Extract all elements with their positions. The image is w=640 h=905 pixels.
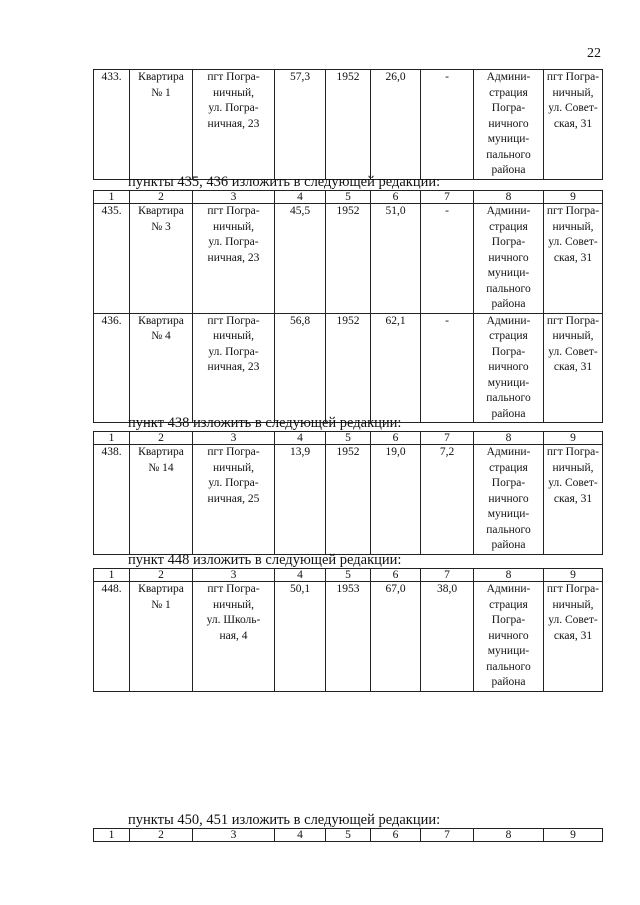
- column-number: 1: [94, 829, 130, 842]
- column-number: 1: [94, 191, 130, 204]
- section-intro-435-436: пункты 435, 436 изложить в следующей редакции:: [128, 174, 441, 190]
- cell-year: 1952: [326, 70, 371, 180]
- cell-extra: -: [421, 204, 474, 314]
- cell-area: 13,9: [275, 445, 326, 555]
- cell-holder-address: пгт Погра- ничный, ул. Совет- ская, 31: [546, 446, 600, 505]
- table-448: [93, 568, 603, 692]
- table-435-436: [93, 190, 603, 423]
- cell-area: 56,8: [275, 313, 326, 423]
- page-number: 22: [587, 46, 601, 61]
- cell-object: Квартира № 1: [138, 71, 184, 99]
- column-number: 4: [275, 829, 326, 842]
- column-number: 3: [193, 191, 275, 204]
- cell-holder-address: пгт Погра- ничный, ул. Совет- ская, 31: [546, 71, 600, 130]
- cell-extra: 7,2: [421, 445, 474, 555]
- column-number: 3: [193, 569, 275, 582]
- cell-extra: 38,0: [421, 582, 474, 692]
- column-number: 9: [544, 829, 603, 842]
- column-number: 8: [474, 569, 544, 582]
- column-number: 7: [421, 569, 474, 582]
- section-intro-448: пункт 448 изложить в следующей редакции:: [128, 552, 402, 568]
- cell-object: Квартира № 1: [138, 583, 184, 611]
- column-number: 9: [544, 432, 603, 445]
- table-row-433-continuation: [93, 69, 603, 180]
- cell-extra: -: [421, 313, 474, 423]
- column-number: 3: [193, 829, 275, 842]
- cell-area: 57,3: [275, 70, 326, 180]
- cell-address: пгт Погра- ничный, ул. Погра- ничная, 25: [207, 446, 260, 505]
- cell-object: Квартира № 3: [138, 205, 184, 233]
- cell-holder: Админи- страция Погра- ничного муници- пального района: [486, 583, 531, 688]
- cell-object: Квартира № 4: [138, 314, 184, 342]
- column-number: 8: [474, 191, 544, 204]
- column-number: 1: [94, 569, 130, 582]
- cell-number: 448.: [94, 582, 130, 692]
- column-number: 2: [130, 432, 193, 445]
- cell-address: пгт Погра- ничный, ул. Погра- ничная, 23: [207, 205, 260, 264]
- column-number: 6: [371, 191, 421, 204]
- cell-cost: 62,1: [371, 313, 421, 423]
- column-number: 7: [421, 432, 474, 445]
- cell-holder-address: пгт Погра- ничный, ул. Совет- ская, 31: [546, 583, 600, 642]
- cell-cost: 67,0: [371, 582, 421, 692]
- cell-holder-address: пгт Погра- ничный, ул. Совет- ская, 31: [546, 314, 600, 373]
- column-number-row: [94, 432, 603, 445]
- column-number: 6: [371, 829, 421, 842]
- cell-area: 45,5: [275, 204, 326, 314]
- table-row: [94, 313, 603, 423]
- table-450-451: [93, 828, 603, 842]
- cell-number: 433.: [94, 70, 130, 180]
- column-number: 7: [421, 829, 474, 842]
- column-number: 1: [94, 432, 130, 445]
- table-row: [94, 204, 603, 314]
- cell-number: 435.: [94, 204, 130, 314]
- cell-holder: Админи- страция Погра- ничного муници- пального района: [486, 71, 531, 176]
- column-number: 4: [275, 569, 326, 582]
- column-number: 9: [544, 569, 603, 582]
- column-number: 5: [326, 569, 371, 582]
- cell-holder: Админи- страция Погра- ничного муници- пального района: [486, 446, 531, 551]
- table-row: [94, 582, 603, 692]
- column-number: 5: [326, 432, 371, 445]
- column-number: 8: [474, 432, 544, 445]
- column-number: 2: [130, 569, 193, 582]
- cell-cost: 51,0: [371, 204, 421, 314]
- cell-cost: 26,0: [371, 70, 421, 180]
- column-number: 6: [371, 432, 421, 445]
- section-intro-450-451: пункты 450, 451 изложить в следующей редакции:: [128, 812, 441, 828]
- column-number: 8: [474, 829, 544, 842]
- column-number: 6: [371, 569, 421, 582]
- column-number: 4: [275, 191, 326, 204]
- cell-holder: Админи- страция Погра- ничного муници- пального района: [486, 314, 531, 420]
- table-438: [93, 431, 603, 555]
- cell-extra: -: [421, 70, 474, 180]
- column-number-row: [94, 191, 603, 204]
- cell-year: 1952: [326, 204, 371, 314]
- cell-number: 438.: [94, 445, 130, 555]
- column-number: 2: [130, 191, 193, 204]
- column-number: 4: [275, 432, 326, 445]
- cell-year: 1952: [326, 313, 371, 423]
- cell-address: пгт Погра- ничный, ул. Школь- ная, 4: [206, 583, 261, 642]
- cell-holder-address: пгт Погра- ничный, ул. Совет- ская, 31: [546, 205, 600, 264]
- cell-holder: Админи- страция Погра- ничного муници- пального района: [486, 205, 531, 310]
- cell-cost: 19,0: [371, 445, 421, 555]
- column-number: 5: [326, 829, 371, 842]
- column-number-row: [94, 829, 603, 842]
- cell-number: 436.: [94, 313, 130, 423]
- column-number: 7: [421, 191, 474, 204]
- column-number: 3: [193, 432, 275, 445]
- section-intro-438: пункт 438 изложить в следующей редакции:: [128, 415, 402, 431]
- column-number: 9: [544, 191, 603, 204]
- table-row: [94, 445, 603, 555]
- cell-area: 50,1: [275, 582, 326, 692]
- cell-year: 1953: [326, 582, 371, 692]
- cell-object: Квартира № 14: [138, 446, 184, 474]
- column-number-row: [94, 569, 603, 582]
- column-number: 5: [326, 191, 371, 204]
- cell-address: пгт Погра- ничный, ул. Погра- ничная, 23: [207, 314, 260, 373]
- cell-address: пгт Погра- ничный, ул. Погра- ничная, 23: [207, 71, 260, 130]
- cell-year: 1952: [326, 445, 371, 555]
- column-number: 2: [130, 829, 193, 842]
- table-row: [94, 70, 603, 180]
